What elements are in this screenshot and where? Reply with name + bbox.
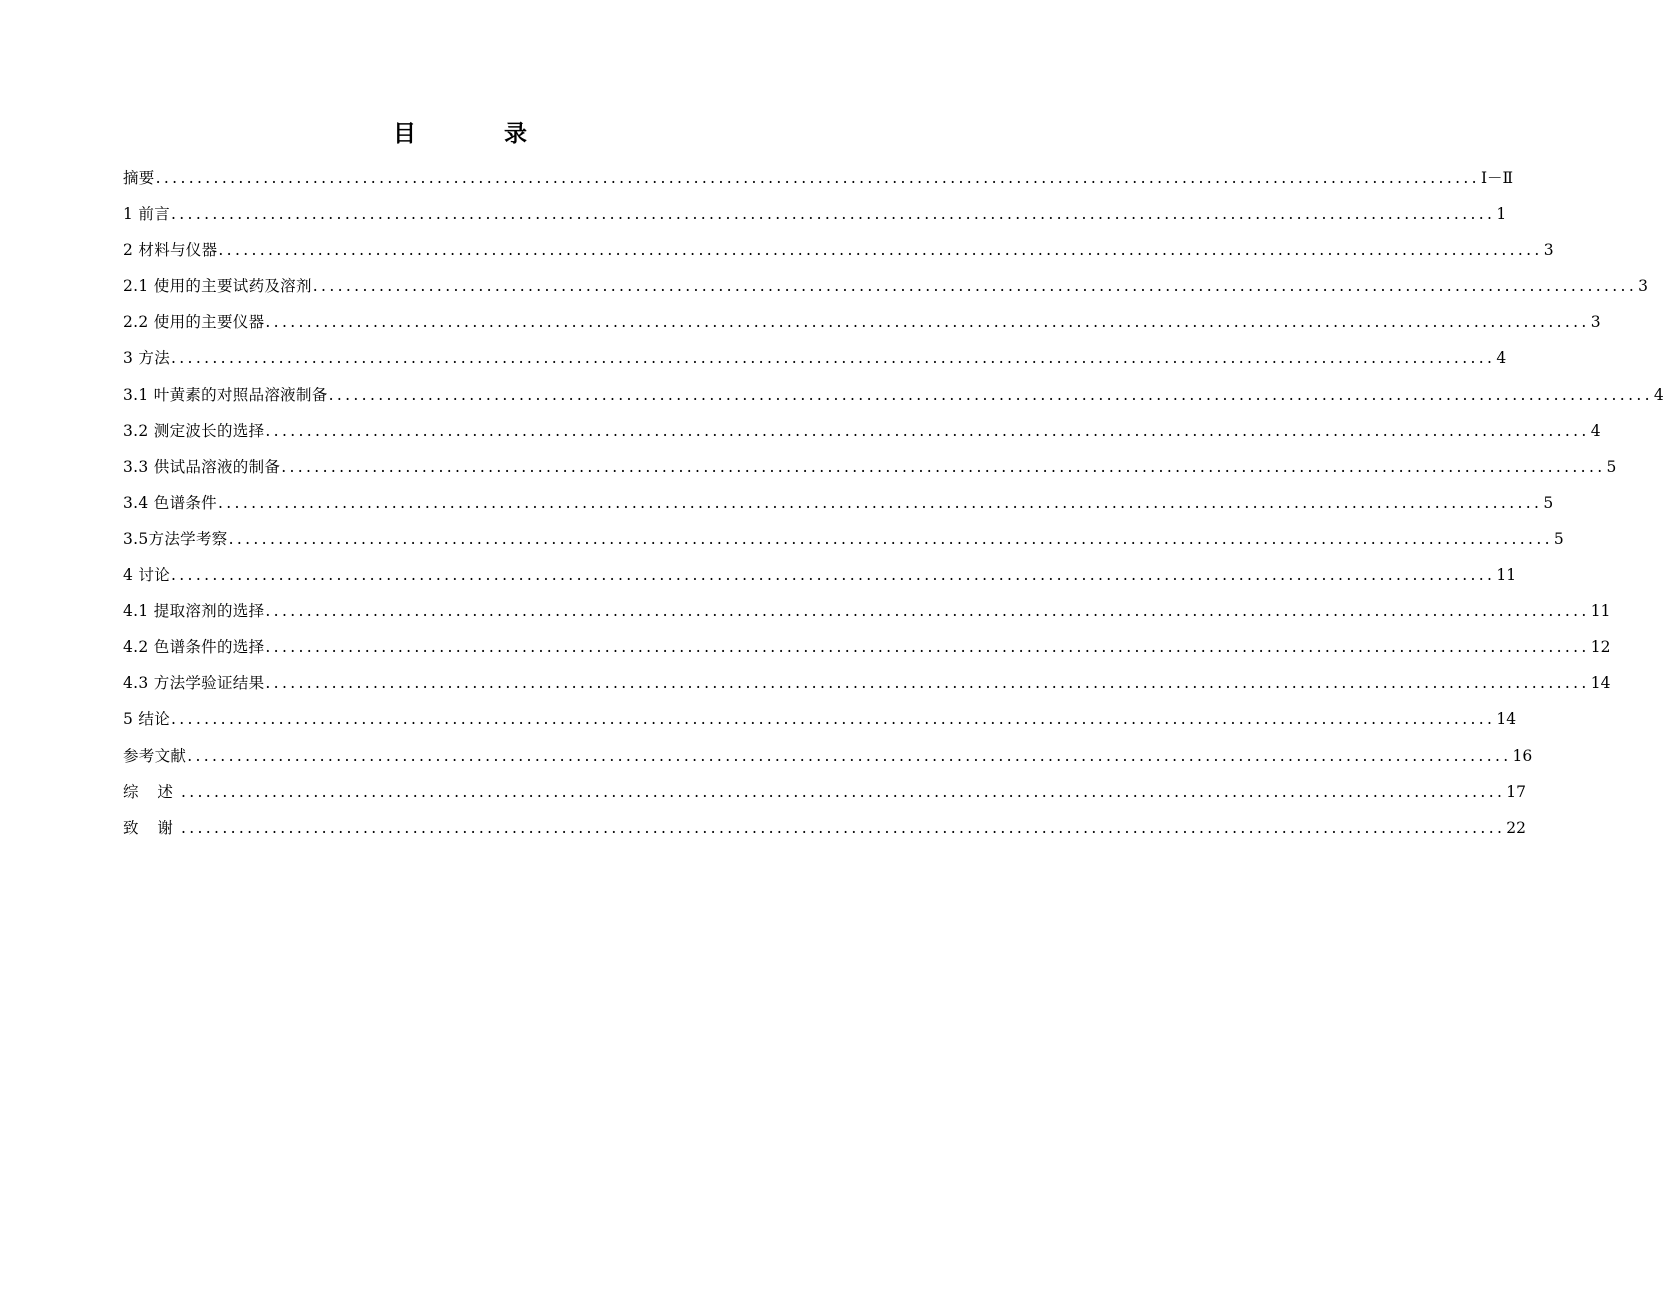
toc-leader-dots: ................................................................................................................................................................: [218, 241, 1543, 260]
toc-entry-page: 5: [1553, 529, 1564, 548]
toc-entry-validation-results[interactable]: [123, 665, 1611, 701]
toc-entry-label: 1 前言: [123, 205, 170, 224]
toc-entry-methodology[interactable]: [123, 521, 1564, 557]
toc-entry-abstract[interactable]: [123, 160, 1514, 196]
toc-leader-dots: ................................................................................................................................................................: [180, 818, 1506, 837]
toc-entry-conclusion[interactable]: [123, 701, 1517, 737]
toc-entry-page: 22: [1506, 818, 1526, 837]
toc-entry-instruments[interactable]: [123, 304, 1601, 340]
toc-leader-dots: ................................................................................................................................................................: [228, 529, 1553, 548]
toc-entry-label: 摘要: [123, 169, 155, 187]
toc-entry-foreword[interactable]: [123, 196, 1507, 232]
toc-entry-label: 3 方法: [123, 349, 170, 368]
toc-leader-dots: ................................................................................................................................................................: [187, 746, 1512, 765]
toc-entry-page: 4: [1590, 421, 1601, 440]
toc-leader-dots: ................................................................................................................................................................: [312, 277, 1638, 296]
toc-entry-label: 3.3 供试品溶液的制备: [123, 457, 281, 476]
toc-leader-dots: ................................................................................................................................................................: [171, 205, 1496, 224]
toc-leader-dots: ................................................................................................................................................................: [265, 313, 1590, 332]
toc-entry-label: 综 述: [123, 782, 180, 801]
toc-entry-label: 3.4 色谱条件: [123, 493, 217, 512]
table-of-contents: [123, 160, 1664, 846]
toc-entry-label: 参考文献: [123, 746, 187, 765]
toc-entry-page: 5: [1543, 493, 1554, 512]
toc-entry-methods[interactable]: [123, 340, 1507, 376]
toc-entry-reference-solution[interactable]: [123, 377, 1664, 413]
toc-entry-discussion[interactable]: [123, 557, 1517, 593]
toc-entry-page: 4: [1496, 349, 1507, 368]
toc-entry-label: 2.1 使用的主要试药及溶剂: [123, 277, 312, 296]
toc-entry-page: Ⅰ－Ⅱ: [1480, 169, 1514, 187]
toc-leader-dots: ................................................................................................................................................................: [265, 674, 1590, 693]
toc-entry-page: 5: [1606, 457, 1617, 476]
toc-leader-dots: ................................................................................................................................................................: [171, 349, 1496, 368]
toc-entry-page: 3: [1590, 313, 1601, 332]
toc-leader-dots: ................................................................................................................................................................: [171, 710, 1496, 729]
toc-entry-label: 致 谢: [123, 818, 180, 837]
toc-entry-label: 3.1 叶黄素的对照品溶液制备: [123, 385, 328, 404]
toc-entry-label: 2 材料与仪器: [123, 241, 218, 260]
toc-entry-review[interactable]: [123, 774, 1526, 810]
toc-leader-dots: ................................................................................................................................................................: [265, 602, 1590, 621]
toc-entry-acknowledgements[interactable]: [123, 810, 1526, 846]
toc-entry-label: 4.3 方法学验证结果: [123, 674, 265, 693]
toc-entry-page: 17: [1506, 782, 1526, 801]
toc-entry-reagents[interactable]: [123, 268, 1648, 304]
toc-entry-extraction-solvent[interactable]: [123, 593, 1611, 629]
toc-entry-label: 2.2 使用的主要仪器: [123, 313, 265, 332]
toc-entry-page: 16: [1512, 746, 1533, 765]
toc-entry-page: 4: [1653, 385, 1664, 404]
toc-entry-page: 12: [1590, 638, 1611, 657]
toc-leader-dots: ................................................................................................................................................................: [217, 493, 1543, 512]
toc-entry-references[interactable]: [123, 738, 1533, 774]
toc-leader-dots: ................................................................................................................................................................: [265, 638, 1590, 657]
toc-leader-dots: ................................................................................................................................................................: [171, 566, 1496, 585]
toc-entry-wavelength[interactable]: [123, 413, 1601, 449]
toc-entry-label: 4 讨论: [123, 566, 170, 585]
toc-entry-page: 3: [1543, 241, 1554, 260]
toc-entry-sample-solution[interactable]: [123, 449, 1617, 485]
toc-entry-page: 1: [1496, 205, 1507, 224]
toc-entry-page: 3: [1638, 277, 1648, 296]
toc-entry-chromatography-selection[interactable]: [123, 629, 1611, 665]
toc-entry-page: 14: [1590, 674, 1611, 693]
toc-entry-page: 11: [1590, 602, 1611, 621]
toc-entry-label: 5 结论: [123, 710, 170, 729]
toc-entry-page: 11: [1496, 566, 1517, 585]
toc-leader-dots: ................................................................................................................................................................: [155, 169, 1480, 187]
toc-leader-dots: ................................................................................................................................................................: [281, 457, 1606, 476]
toc-entry-materials[interactable]: [123, 232, 1554, 268]
toc-leader-dots: ................................................................................................................................................................: [328, 385, 1653, 404]
toc-entry-label: 3.5方法学考察: [123, 529, 228, 548]
toc-entry-label: 4.2 色谱条件的选择: [123, 638, 265, 657]
toc-leader-dots: ................................................................................................................................................................: [180, 782, 1506, 801]
toc-entry-chromatography[interactable]: [123, 485, 1554, 521]
toc-entry-label: 3.2 测定波长的选择: [123, 421, 265, 440]
toc-leader-dots: ................................................................................................................................................................: [265, 421, 1590, 440]
toc-entry-label: 4.1 提取溶剂的选择: [123, 602, 265, 621]
toc-entry-page: 14: [1496, 710, 1517, 729]
page-title: 目 录: [392, 121, 567, 147]
